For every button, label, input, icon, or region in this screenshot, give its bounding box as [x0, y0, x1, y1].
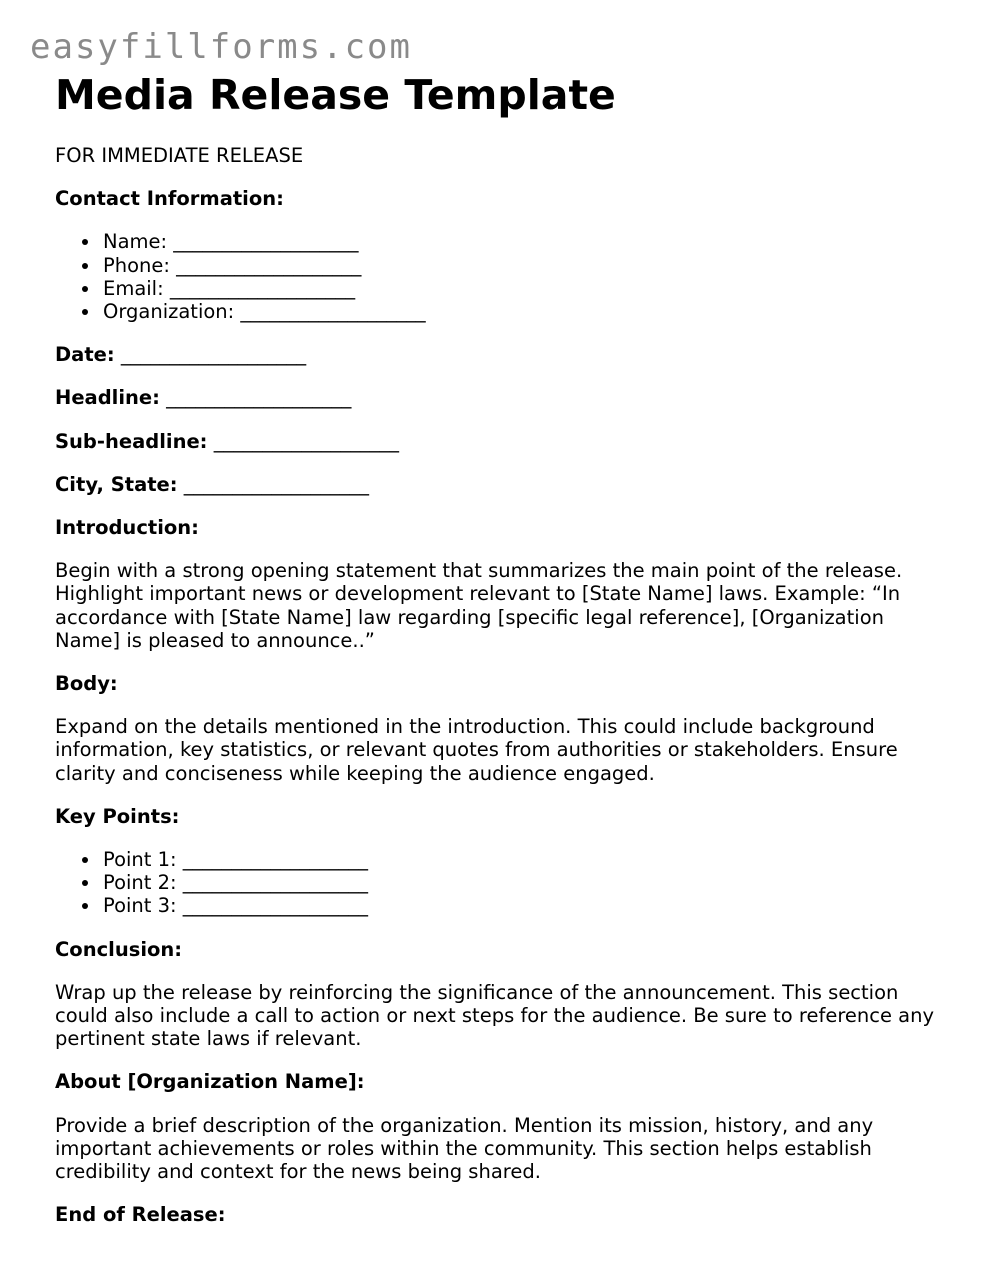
body-heading: Body:: [55, 672, 118, 696]
contact-name-item: Name: ___________________: [103, 230, 955, 253]
date-label: Date:: [55, 343, 115, 367]
contact-email-item: Email: ___________________: [103, 277, 955, 300]
subheadline-label: Sub-headline:: [55, 429, 208, 453]
subheadline-field: [55, 430, 955, 453]
key-point-item: Point 2: ___________________: [103, 871, 955, 894]
headline-blank: ___________________: [166, 386, 352, 410]
city-state-blank: ___________________: [183, 472, 370, 496]
body-text: Expand on the details mentioned in the introduction. This could include background information, key statistics, or relevant quotes from authorities or stakeholders. Ensure clarity and conciseness while keeping the audience engaged.: [55, 715, 898, 785]
contact-phone-item: Phone: ___________________: [103, 254, 955, 277]
conclusion-heading: Conclusion:: [55, 937, 183, 961]
document: [55, 70, 955, 1227]
page-title: Media Release Template: [55, 71, 616, 119]
city-state-label: City, State:: [55, 472, 178, 496]
contact-heading: Contact Information:: [55, 187, 284, 211]
end-of-release-heading: End of Release:: [55, 1203, 226, 1227]
headline-field: [55, 386, 955, 409]
contact-list: [55, 230, 955, 323]
about-text: Provide a brief description of the organization. Mention its mission, history, and any important achievements or roles within the community. This section helps establish credibility and context for the news being shared.: [55, 1113, 874, 1184]
introduction-text: Begin with a strong opening statement that summarizes the main point of the release. Highlight important news or development relevant to [State Name] laws. Example: “In accordance with [State Name] law regarding [specific legal reference], [Organization Name] is pleased to announce..”: [55, 559, 903, 652]
key-points-list: [55, 848, 955, 918]
watermark: easyfillforms.com: [30, 27, 412, 67]
date-field: [55, 343, 955, 366]
conclusion-text: Wrap up the release by reinforcing the significance of the announcement. This section could also include a call to action or next steps for the audience. Be sure to reference any pertinent state laws if relevant.: [55, 980, 935, 1051]
contact-organization-item: Organization: ___________________: [103, 300, 955, 323]
subheadline-blank: ___________________: [213, 429, 399, 453]
key-points-heading: Key Points:: [55, 804, 180, 828]
introduction-heading: Introduction:: [55, 516, 199, 540]
date-blank: ___________________: [120, 343, 307, 367]
city-state-field: [55, 473, 955, 496]
key-point-item: Point 3: ___________________: [103, 894, 955, 917]
release-type: FOR IMMEDIATE RELEASE: [55, 144, 304, 167]
key-point-item: Point 1: ___________________: [103, 848, 955, 871]
about-heading: About [Organization Name]:: [55, 1070, 365, 1094]
headline-label: Headline:: [55, 386, 160, 410]
